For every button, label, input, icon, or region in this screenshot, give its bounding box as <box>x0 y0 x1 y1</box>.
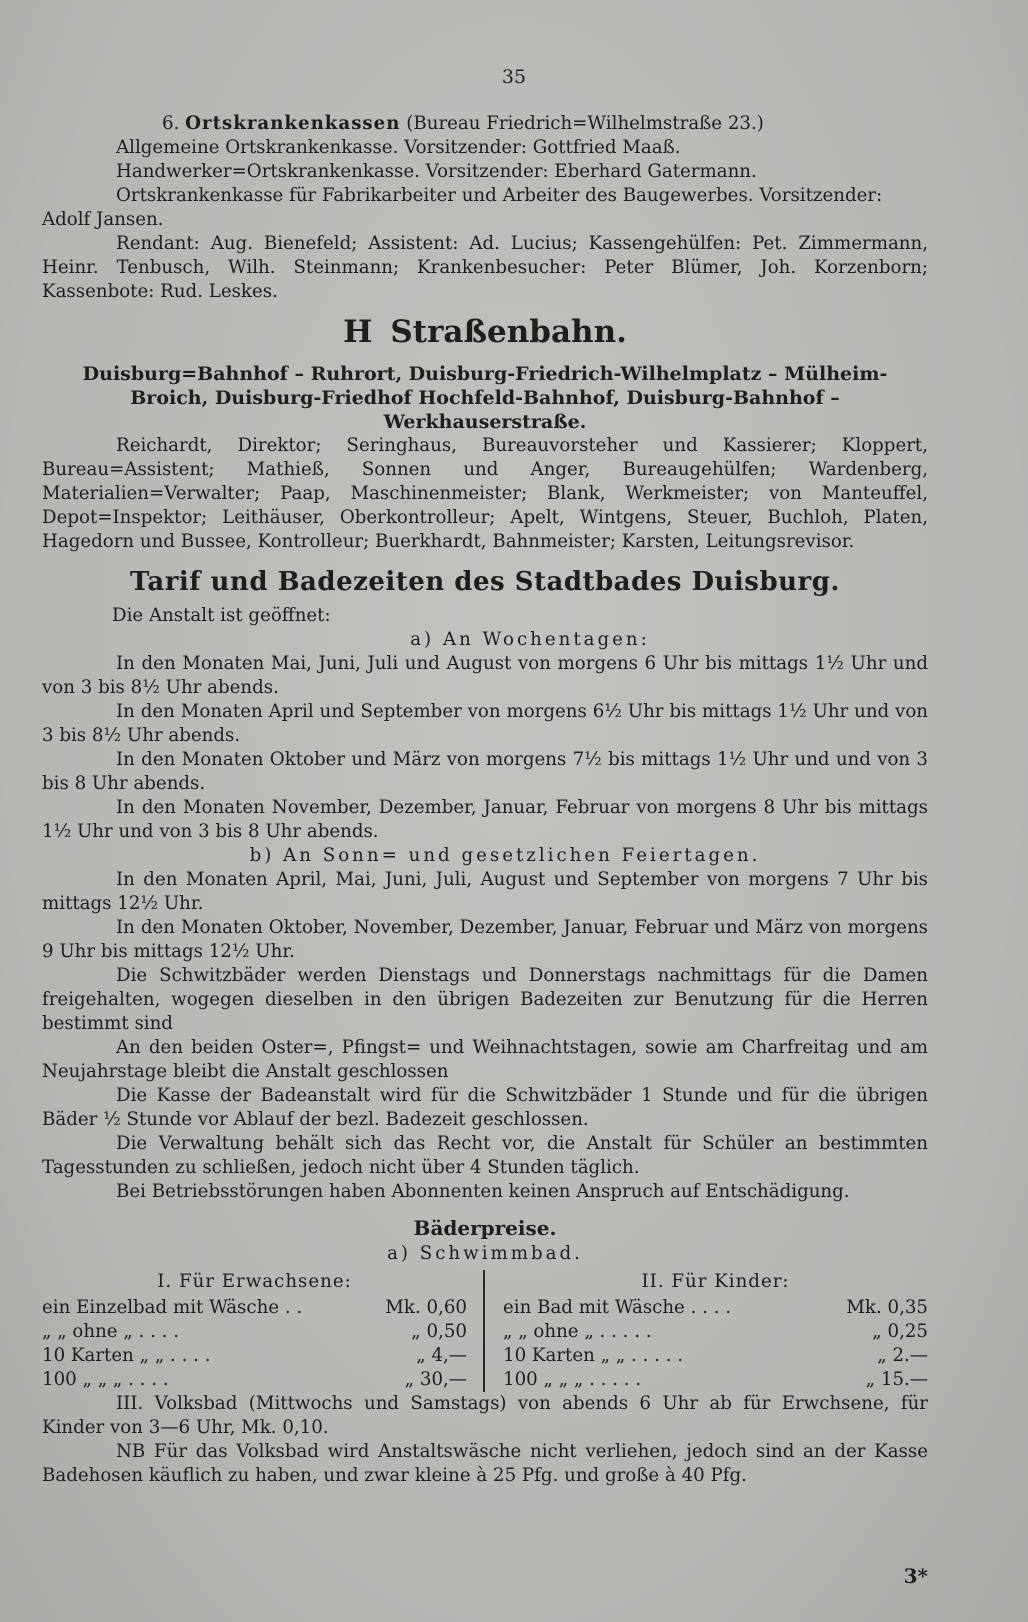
opening-intro: Die Anstalt ist geöffnet: <box>112 605 331 626</box>
rules-paragraph: Die Kasse der Badeanstalt wird für die Schwitzbäder 1 Stunde und für die übrigen Bäder ½ Stunde vor Ablauf der bezl. Badezeit geschlossen. <box>42 1085 928 1130</box>
weekday-subheading: a) An Wochentagen: <box>410 629 650 650</box>
adult-price-head: I. Für Erwachsene: <box>157 1271 352 1292</box>
price-row <box>42 1320 467 1344</box>
price-desc: 100 „ „ „ . . . . . <box>503 1369 642 1390</box>
tram-routes: Duisburg=Bahnhof – Ruhrort, Duisburg-Friedrich-Wilhelmplatz – Mülheim-Broich, Duisburg-Friedhof Hochfeld-Bahnhof, Duisburg-Bahnhof – Werkhauserstraße. <box>82 363 888 433</box>
page-number: 35 <box>501 66 527 88</box>
price-desc: 10 Karten „ „ . . . . <box>42 1345 211 1366</box>
price-value: „ 4,— <box>416 1345 467 1366</box>
price-desc: ein Einzelbad mit Wäsche . . <box>42 1297 303 1318</box>
section-6-number: 6. <box>162 113 180 134</box>
price-desc: „ „ ohne „ . . . . . <box>503 1321 652 1342</box>
price-value: Mk. 0,35 <box>846 1297 928 1318</box>
section-h-title: Straßenbahn. <box>390 314 627 350</box>
section-6-address: (Bureau Friedrich=Wilhelmstraße 23.) <box>406 113 764 134</box>
page-content <box>42 112 928 1488</box>
holiday-subheading: b) An Sonn= und gesetzlichen Feiertagen. <box>249 845 761 866</box>
price-desc: 100 „ „ „ . . . . <box>42 1369 169 1390</box>
price-table <box>42 1270 928 1392</box>
child-price-head: II. Für Kinder: <box>641 1271 790 1292</box>
price-row <box>503 1296 928 1320</box>
weekday-paragraph: In den Monaten November, Dezember, Januar, Februar von morgens 8 Uhr bis mittags 1½ Uhr und von 3 bis 8 Uhr abends. <box>42 797 928 842</box>
price-row <box>503 1344 928 1368</box>
holiday-paragraph: In den Monaten Oktober, November, Dezember, Januar, Februar und März von morgens 9 Uhr bis mittags 12½ Uhr. <box>42 917 928 962</box>
weekday-paragraph: In den Monaten April und September von morgens 6½ Uhr bis mittags 1½ Uhr und von 3 bis 8½ Uhr abends. <box>42 701 928 746</box>
rendant-paragraph: Rendant: Aug. Bienefeld; Assistent: Ad. Lucius; Kassengehülfen: Pet. Zimmermann, Heinr. Tenbusch, Wilh. Steinmann; Krankenbesucher: Peter Blümer, Joh. Korzenborn; Kassenbote: Rud. Leskes. <box>42 233 928 302</box>
prices-subheading: a) Schwimmbad. <box>387 1243 583 1264</box>
rules-paragraph: Die Verwaltung behält sich das Recht vor, die Anstalt für Schüler an bestimmten Tagesstunden zu schließen, jedoch nicht über 4 Stunden täglich. <box>42 1133 928 1178</box>
price-row <box>42 1296 467 1320</box>
volksbad-paragraph: III. Volksbad (Mittwochs und Samstags) von abends 6 Uhr ab für Erwchsene, für Kinder von 3—6 Uhr, Mk. 0,10. <box>42 1393 928 1438</box>
weekday-paragraph: In den Monaten Oktober und März von morgens 7½ bis mittags 1½ Uhr und und von 3 bis 8 Uhr abends. <box>42 749 928 794</box>
kasse-line: Allgemeine Ortskrankenkasse. Vorsitzender: Gottfried Maaß. <box>116 137 681 158</box>
section-6-title: Ortskrankenkassen <box>185 113 401 134</box>
price-row <box>42 1368 467 1392</box>
price-desc: 10 Karten „ „ . . . . . <box>503 1345 684 1366</box>
price-row <box>503 1320 928 1344</box>
price-value: „ 2.— <box>877 1345 928 1366</box>
price-value: Mk. 0,60 <box>385 1297 467 1318</box>
price-row <box>503 1368 928 1392</box>
signature-mark: 3* <box>903 1564 928 1588</box>
tram-staff-paragraph: Reichardt, Direktor; Seringhaus, Bureauvorsteher und Kassierer; Kloppert, Bureau=Assistent; Mathieß, Sonnen und Anger, Bureaugehülfen; Wardenberg, Materialien=Verwalter; Paap, Maschinenmeister; Blank, Werkmeister; von Manteuffel, Depot=Inspektor; Leithäuser, Oberkontrolleur; Apelt, Wintgens, Steuer, Buchloh, Platen, Hagedorn und Bussee, Kontrolleur; Buerkhardt, Bahnmeister; Karsten, Leitungsrevisor. <box>42 435 928 552</box>
price-value: „ 30,— <box>404 1369 467 1390</box>
child-price-column <box>485 1270 928 1392</box>
price-row <box>42 1344 467 1368</box>
tarif-heading: Tarif und Badezeiten des Stadtbades Duisburg. <box>130 567 840 597</box>
rules-paragraph: Bei Betriebsstörungen haben Abonnenten keinen Anspruch auf Entschädigung. <box>116 1181 850 1202</box>
price-desc: „ „ ohne „ . . . . <box>42 1321 180 1342</box>
price-desc: ein Bad mit Wäsche . . . . <box>503 1297 732 1318</box>
price-value: „ 15.— <box>865 1369 928 1390</box>
price-value: „ 0,50 <box>411 1321 467 1342</box>
rules-paragraph: Die Schwitzbäder werden Dienstags und Donnerstags nachmittags für die Damen freigehalten, wogegen dieselben in den übrigen Badezeiten zur Benutzung für die Herren bestimmt sind <box>42 965 928 1034</box>
rules-paragraph: An den beiden Oster=, Pfingst= und Weihnachtstagen, sowie am Charfreitag und am Neujahrstage bleibt die Anstalt geschlossen <box>42 1037 928 1082</box>
section-h-letter: H <box>343 314 373 350</box>
adult-price-column <box>42 1270 485 1392</box>
section-h-heading <box>42 312 928 352</box>
kasse-line: Ortskrankenkasse für Fabrikarbeiter und Arbeiter des Baugewerbes. Vorsitzender: <box>116 185 883 206</box>
price-value: „ 0,25 <box>872 1321 928 1342</box>
holiday-paragraph: In den Monaten April, Mai, Juni, Juli, August und September von morgens 7 Uhr bis mittags 12½ Uhr. <box>42 869 928 914</box>
kasse-line-continuation: Adolf Jansen. <box>42 209 164 230</box>
section-6-heading <box>162 112 928 136</box>
kasse-line: Handwerker=Ortskrankenkasse. Vorsitzender: Eberhard Gatermann. <box>116 161 757 182</box>
nb-paragraph: NB Für das Volksbad wird Anstaltswäsche nicht verliehen, jedoch sind an der Kasse Badehosen käuflich zu haben, und zwar kleine à 25 Pfg. und große à 40 Pfg. <box>42 1441 928 1486</box>
prices-heading: Bäderpreise. <box>413 1216 557 1240</box>
weekday-paragraph: In den Monaten Mai, Juni, Juli und August von morgens 6 Uhr bis mittags 1½ Uhr und von 3 bis 8½ Uhr abends. <box>42 653 928 698</box>
